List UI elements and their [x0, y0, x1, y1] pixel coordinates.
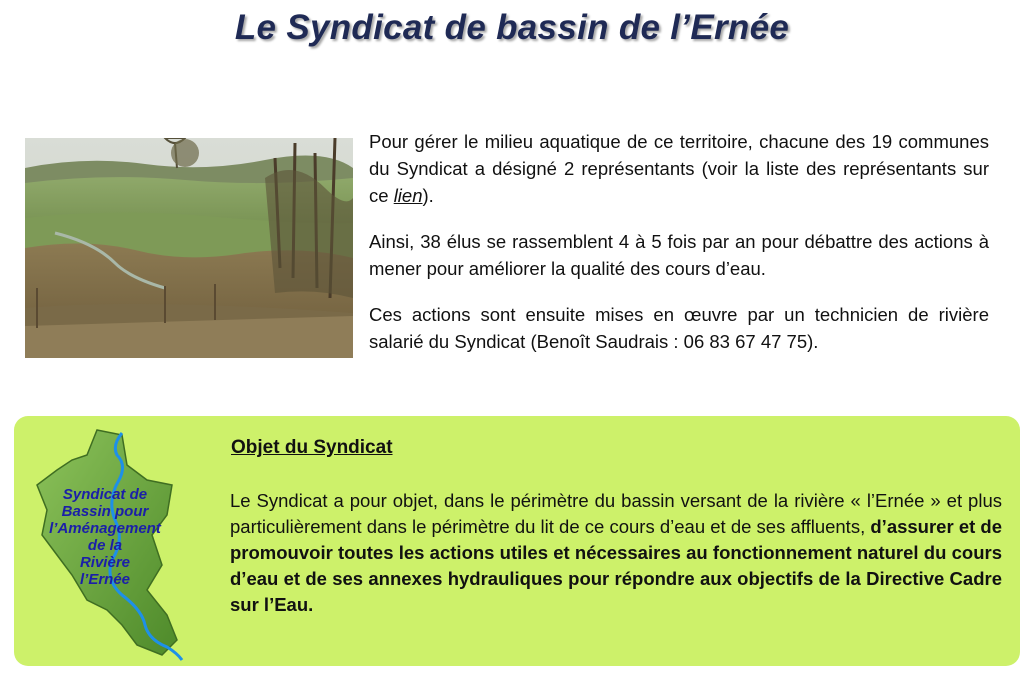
intro-paragraph-1 — [369, 128, 989, 209]
intro-text — [369, 128, 989, 374]
map-label-line: de la — [87, 537, 123, 554]
intro-paragraph-3: Ces actions sont ensuite mises en œuvre par un technicien de rivière salarié du Syndicat (Benoît Saudrais : 06 83 67 47 75). — [369, 304, 989, 352]
map-label-line: l’Ernée — [79, 571, 131, 588]
intro-p1-end: ). — [422, 185, 434, 206]
objet-text-bold: d’assurer et de promouvoir toutes les actions utiles et nécessaires au fonctionnement naturel du cours d’eau et de ses annexes hydrauliques pour répondre aux objectifs de la Directive Cadre sur l’Eau. — [230, 516, 1002, 615]
map-label-line: Bassin pour — [61, 503, 149, 520]
map-label-line: Syndicat de — [62, 486, 148, 503]
representants-link[interactable]: lien — [393, 185, 423, 206]
map-label — [30, 486, 180, 588]
intro-p1-text: Pour gérer le milieu aquatique de ce territoire, chacune des 19 communes du Syndicat a désigné 2 représentants (voir la liste des représentants sur ce — [369, 131, 989, 206]
objet-heading: Objet du Syndicat — [231, 437, 393, 458]
objet-text — [230, 488, 1002, 618]
landscape-photo — [25, 138, 353, 358]
map-label-line: l’Aménagement — [49, 520, 161, 537]
map-label-line: Rivière — [79, 554, 131, 571]
intro-paragraph-2: Ainsi, 38 élus se rassemblent 4 à 5 fois par an pour débattre des actions à mener pour améliorer la qualité des cours d’eau. — [369, 231, 989, 279]
objet-text-plain: Le Syndicat a pour objet, dans le périmètre du bassin versant de la rivière « l’Ernée » et plus particulièrement dans le périmètre du lit de ce cours d’eau et de ses affluents, — [230, 490, 1002, 537]
page-title: Le Syndicat de bassin de l’Ernée — [234, 8, 790, 47]
